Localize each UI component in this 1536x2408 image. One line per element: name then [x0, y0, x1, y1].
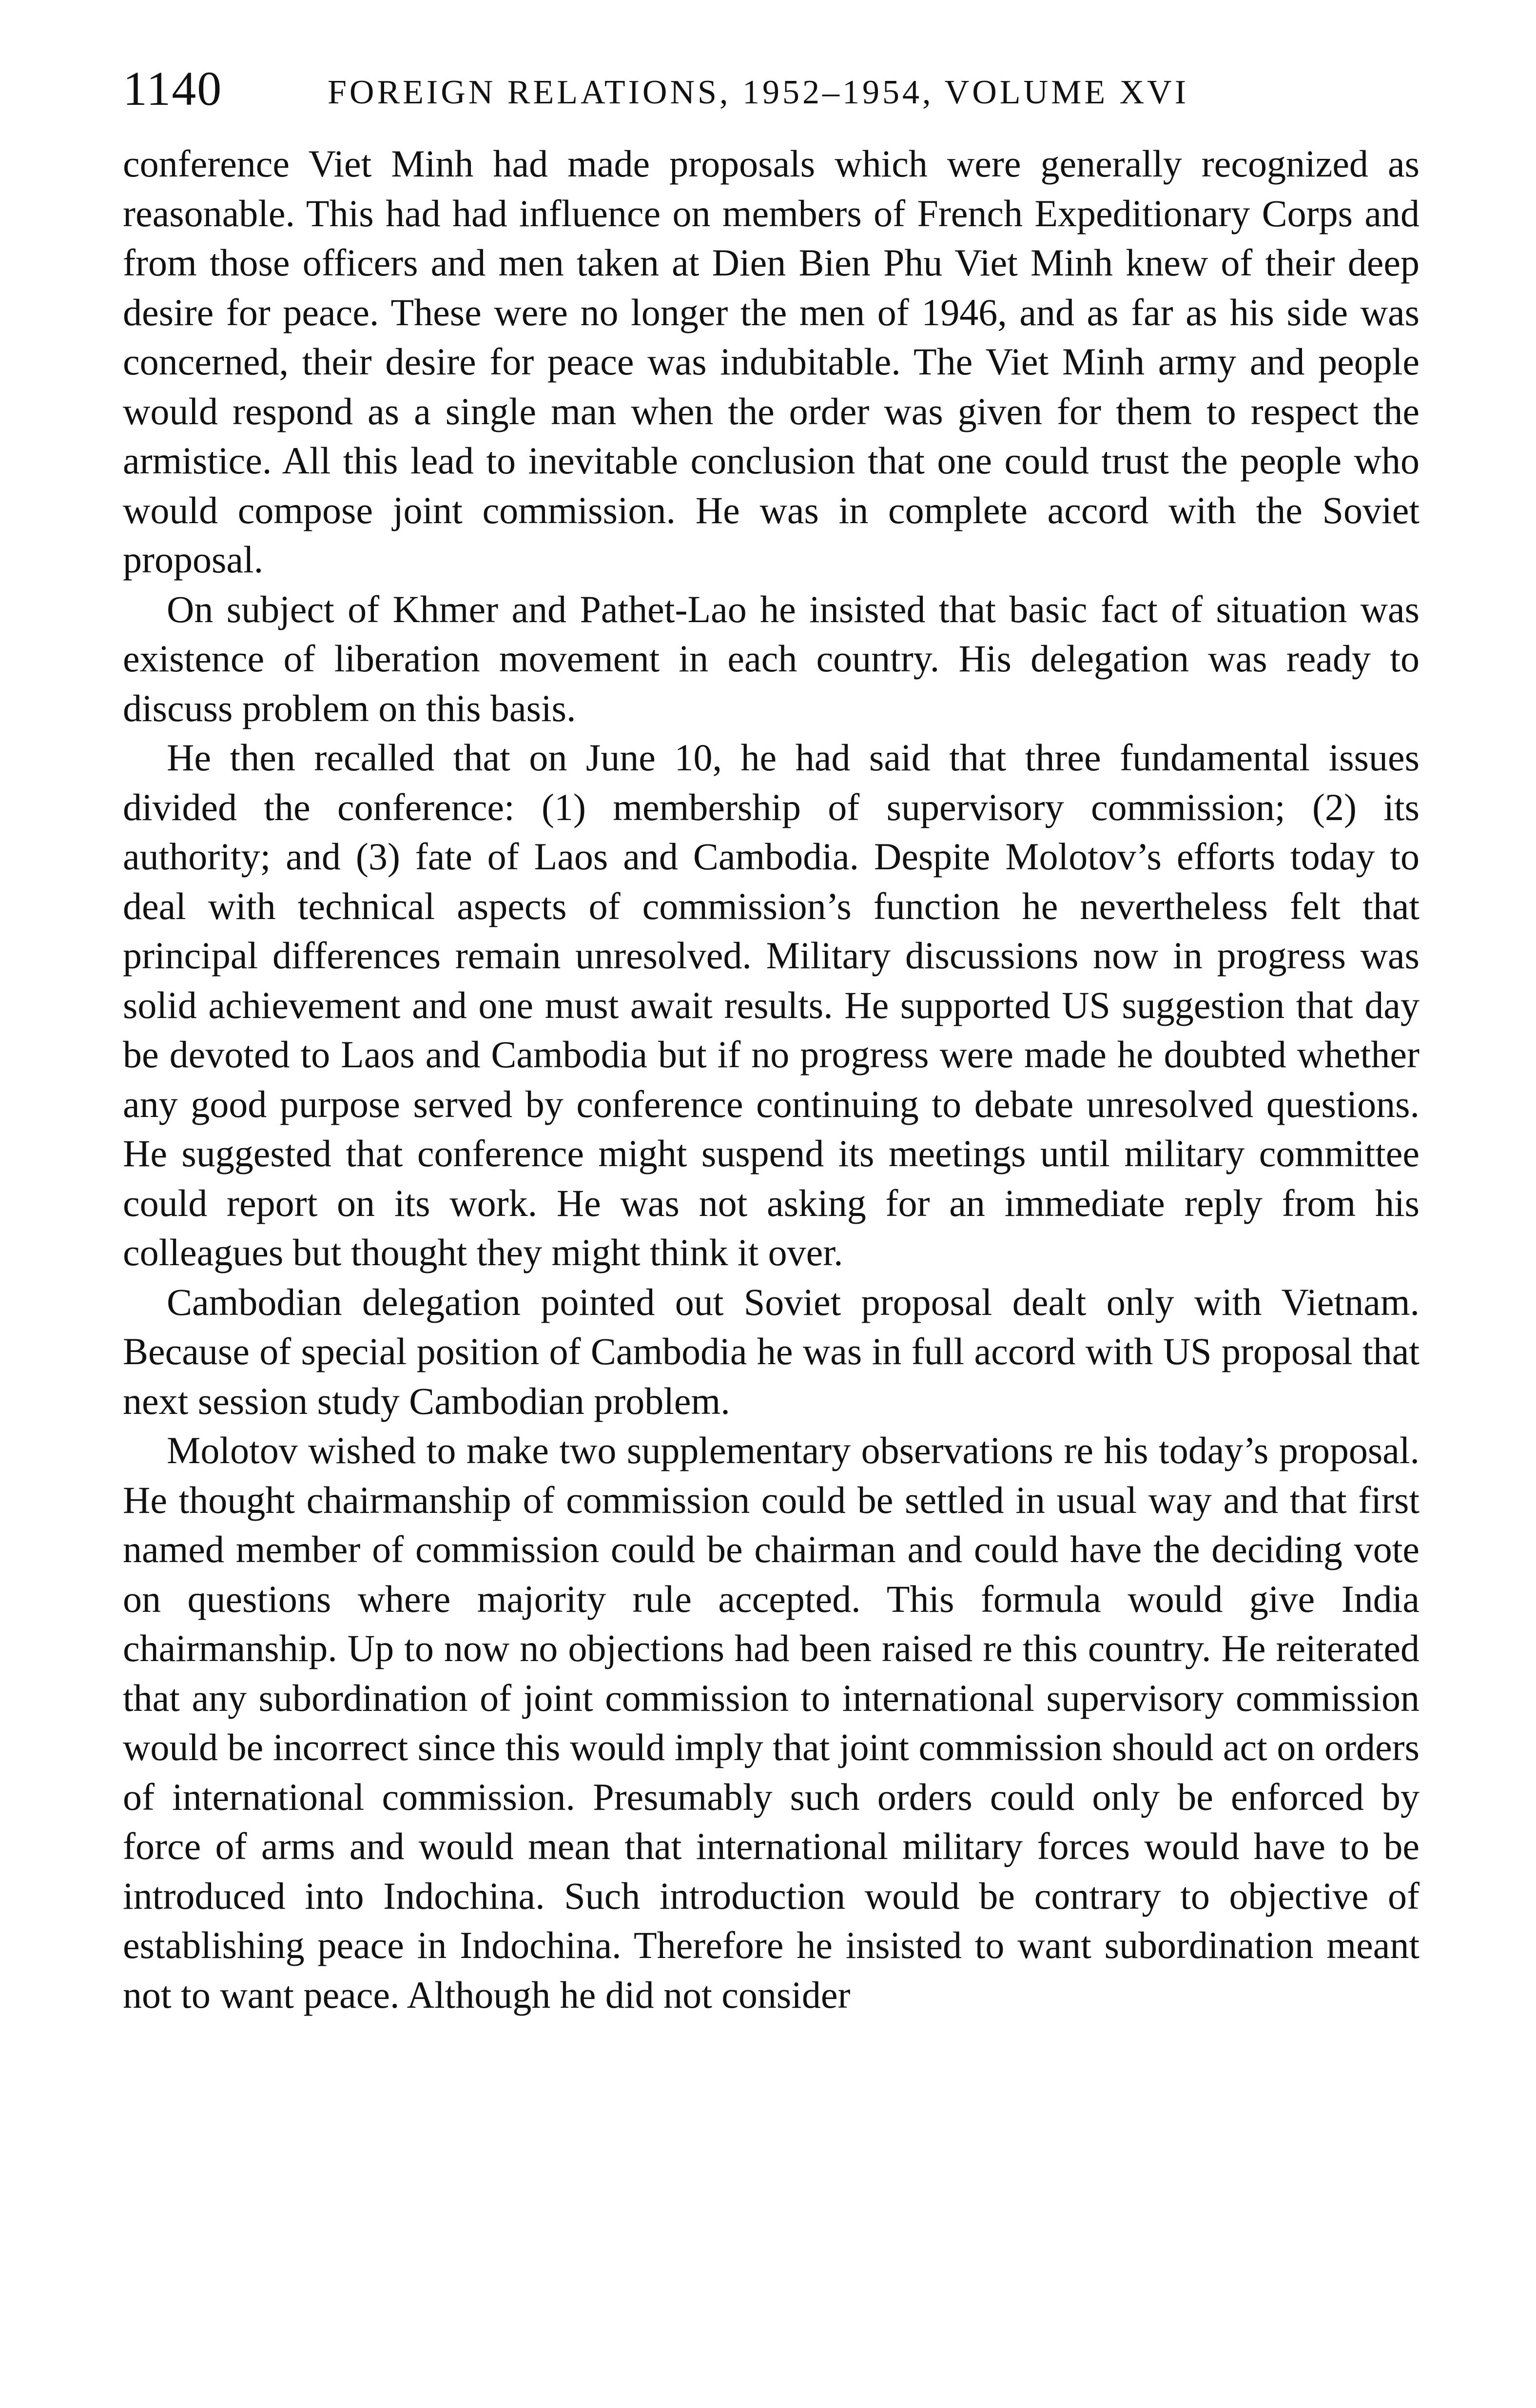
- body-text: [123, 139, 1419, 2019]
- paragraph-cambodian-delegation: Cambodian delegation pointed out Soviet proposal dealt only with Vietnam. Because of special position of Cambodia he was in full accord with US proposal that next session study Cambodian problem.: [123, 1280, 1419, 1422]
- page-number: 1140: [123, 61, 223, 116]
- paragraph-khmer-pathet-lao: On subject of Khmer and Pathet-Lao he insisted that basic fact of situation was existence of liberation movement in each country. His delegation was ready to discuss problem on this basis.: [123, 587, 1419, 729]
- paragraph-continued: conference Viet Minh had made proposals which were generally recognized as reasonable. This had had influence on members of French Expeditionary Corps and from those officers and men taken at Dien Bien Phu Viet Minh knew of their deep desire for peace. These were no longer the men of 1946, and as far as his side was concerned, their desire for peace was indubitable. The Viet Minh army and people would respond as a single man when the order was given for them to respect the armistice. All this lead to inevitable conclusion that one could trust the people who would compose joint commission. He was in complete accord with the Soviet proposal.: [123, 142, 1419, 581]
- page-header: [123, 55, 1419, 123]
- running-head: FOREIGN RELATIONS, 1952–1954, VOLUME XVI: [328, 74, 1189, 111]
- paragraph-fundamental-issues: He then recalled that on June 10, he had said that three fundamental issues divided the conference: (1) membership of supervisory commission; (2) its authority; and (3) fate of Laos and Cambodia. Despite Molotov’s efforts today to deal with technical aspects of commission’s function he nevertheless felt that principal differences remain unresolved. Military discussions now in progress was solid achievement and one must await results. He supported US suggestion that day be devoted to Laos and Cambodia but if no progress were made he doubted whether any good purpose served by conference continuing to debate unresolved questions. He suggested that conference might suspend its meetings until military committee could report on its work. He was not asking for an immediate reply from his colleagues but thought they might think it over.: [123, 736, 1419, 1273]
- paragraph-molotov-observations: Molotov wished to make two supplementary observations re his today’s proposal. He thought chairmanship of commission could be settled in usual way and that first named member of commission could be chairman and could have the deciding vote on questions where majority rule accepted. This formula would give India chairmanship. Up to now no objections had been raised re this country. He reiterated that any subordination of joint commission to international supervisory commission would be incorrect since this would imply that joint commission should act on orders of international commission. Presumably such orders could only be enforced by force of arms and would mean that international military forces would have to be introduced into Indochina. Such introduction would be contrary to objective of establishing peace in Indochina. Therefore he insisted to want subordination meant not to want peace. Although he did not consider: [123, 1429, 1419, 2016]
